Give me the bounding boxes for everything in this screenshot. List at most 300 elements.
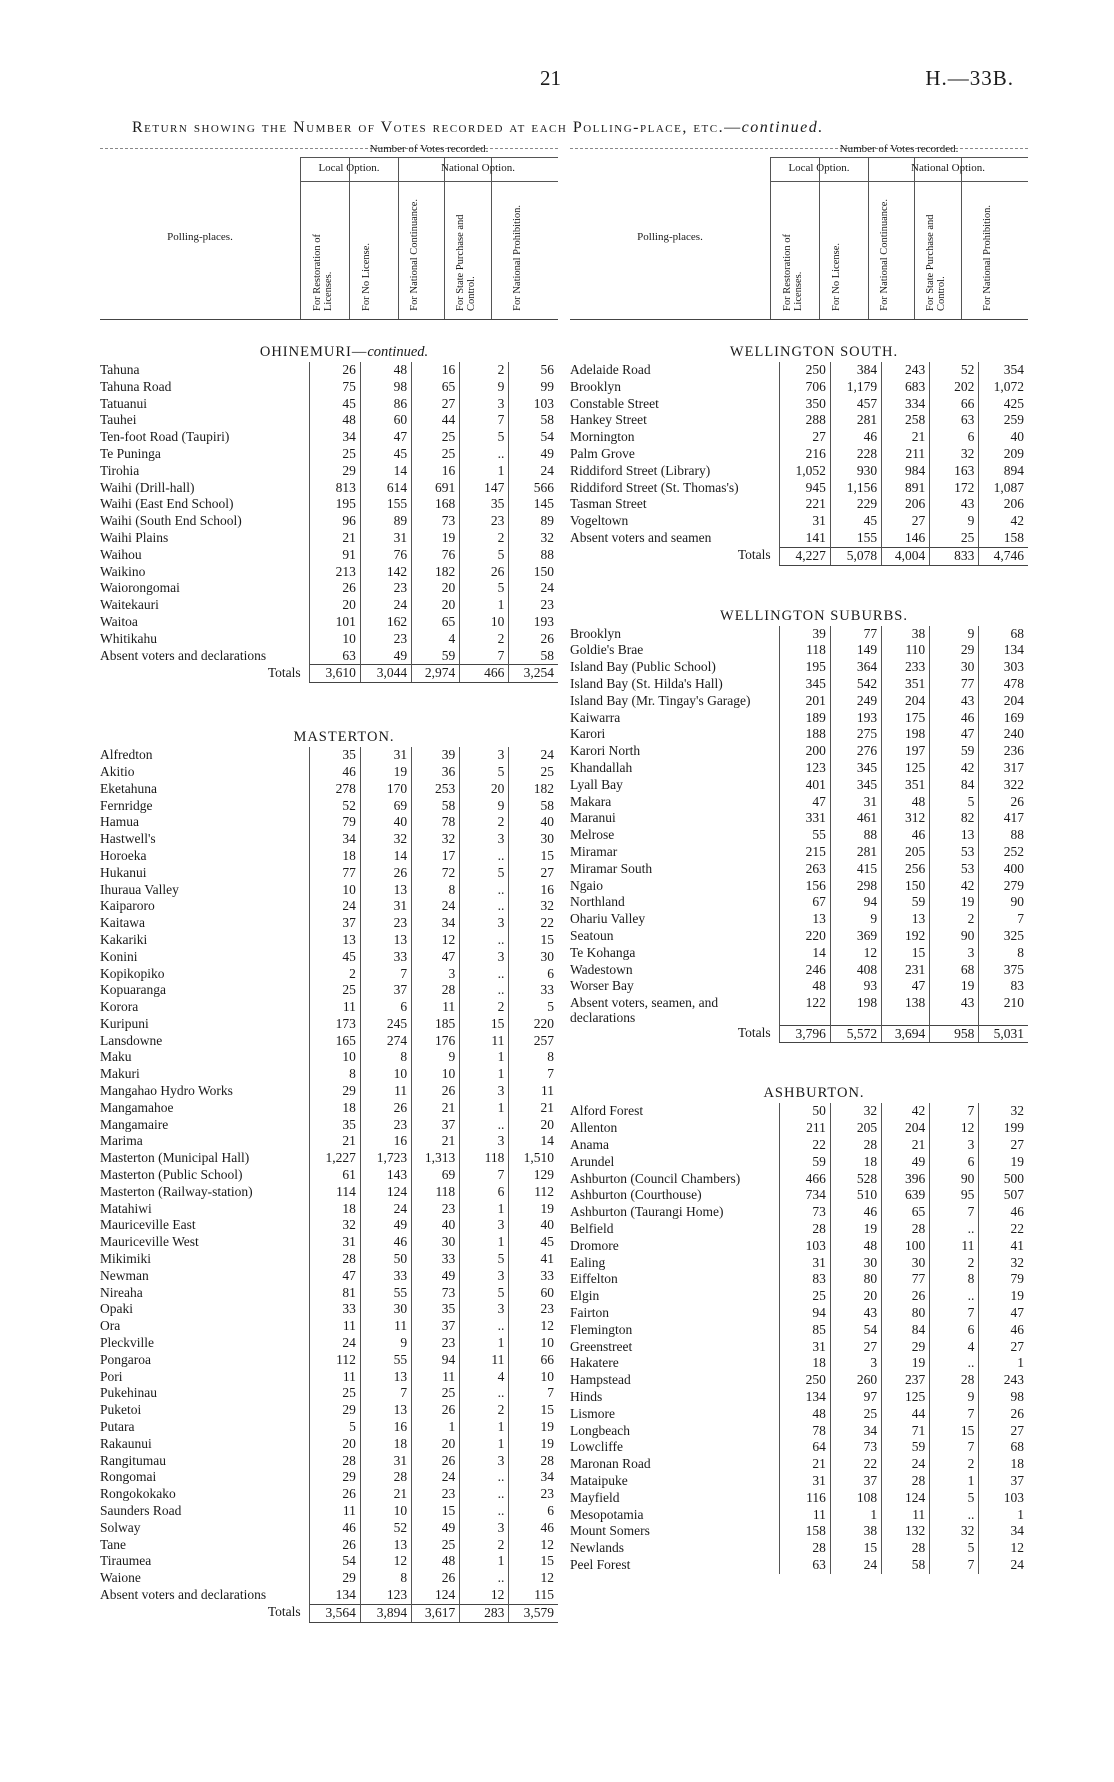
vote-count: 168 <box>412 496 460 513</box>
vote-count: 27 <box>412 396 460 413</box>
table-row <box>570 1137 1028 1154</box>
vote-count: 78 <box>779 1423 830 1440</box>
vote-count: 274 <box>360 1033 411 1050</box>
table-row <box>570 945 1028 962</box>
vote-count: 11 <box>930 1238 979 1255</box>
vote-count: 20 <box>412 1436 460 1453</box>
title-continued: continued. <box>741 119 824 136</box>
table-row <box>570 626 1028 643</box>
vote-count: 65 <box>412 614 460 631</box>
vote-count: .. <box>460 1318 509 1335</box>
polling-place-name: Pleckville <box>100 1335 154 1351</box>
polling-place-name: Wadestown <box>570 961 633 977</box>
vote-count: 195 <box>309 496 360 513</box>
vote-count: 206 <box>979 496 1028 513</box>
vote-count: 199 <box>979 1120 1028 1137</box>
polling-place-name: Pongaroa <box>100 1351 151 1367</box>
totals-label: Totals <box>737 547 771 563</box>
polling-place-name: Pukehinau <box>100 1385 157 1401</box>
vote-count: 77 <box>309 865 360 882</box>
district-name <box>100 727 558 747</box>
vote-count: 73 <box>830 1439 881 1456</box>
vote-count: 11 <box>360 1318 411 1335</box>
vote-count: 82 <box>930 810 979 827</box>
table-row <box>570 412 1028 429</box>
column-heading: For Restoration of Licenses. <box>312 234 334 311</box>
vote-count: 12 <box>509 1537 558 1554</box>
vote-count: 88 <box>830 827 881 844</box>
vote-count: 11 <box>309 1369 360 1386</box>
polling-places-heading: Polling-places. <box>167 231 233 243</box>
total-count: 958 <box>930 1025 979 1043</box>
polling-place-name: Ora <box>100 1318 121 1334</box>
vote-count: 77 <box>930 676 979 693</box>
vote-count: 298 <box>830 878 881 895</box>
vote-count: .. <box>930 1507 979 1524</box>
vote-count: 97 <box>830 1389 881 1406</box>
vote-count: 69 <box>412 1167 460 1184</box>
column-heading: For No License. <box>361 243 372 311</box>
table-row <box>100 631 558 648</box>
vote-count: 98 <box>979 1389 1028 1406</box>
vote-count: 3 <box>460 1133 509 1150</box>
vote-count: 123 <box>779 760 830 777</box>
vote-count: 891 <box>882 480 930 497</box>
vote-count: 28 <box>779 1540 830 1557</box>
polling-place-name: Mangamaire <box>100 1116 169 1132</box>
vote-count: 23 <box>509 597 558 614</box>
table-row <box>570 810 1028 827</box>
votes-table <box>100 362 558 683</box>
vote-count: 1 <box>460 1201 509 1218</box>
table-row <box>570 1389 1028 1406</box>
table-row <box>100 480 558 497</box>
total-count: 2,974 <box>412 665 460 683</box>
vote-count: .. <box>930 1221 979 1238</box>
vote-count: 2 <box>460 814 509 831</box>
vote-count: 9 <box>930 513 979 530</box>
polling-place-name: Mangamahoe <box>100 1099 174 1115</box>
vote-count: 90 <box>930 1171 979 1188</box>
vote-count: 984 <box>882 463 930 480</box>
vote-count: 192 <box>882 928 930 945</box>
vote-count: 43 <box>830 1305 881 1322</box>
vote-count: 8 <box>412 882 460 899</box>
vote-count: 56 <box>509 362 558 379</box>
vote-count: 14 <box>360 848 411 865</box>
vote-count: 32 <box>360 831 411 848</box>
vote-count: 205 <box>882 844 930 861</box>
polling-place-name: Karori North <box>570 743 641 759</box>
vote-count: 256 <box>882 861 930 878</box>
vote-count: 31 <box>309 1234 360 1251</box>
vote-count: 112 <box>309 1352 360 1369</box>
vote-count: 29 <box>309 1469 360 1486</box>
vote-count: 65 <box>882 1204 930 1221</box>
polling-place-name: Ihuraua Valley <box>100 881 179 897</box>
vote-count: 345 <box>830 777 881 794</box>
vote-count: 48 <box>309 412 360 429</box>
vote-count: 31 <box>779 1473 830 1490</box>
vote-count: 197 <box>882 743 930 760</box>
vote-count: 173 <box>309 1016 360 1033</box>
vote-count: 15 <box>509 1553 558 1570</box>
vote-count: 930 <box>830 463 881 480</box>
totals-label: Totals <box>737 1025 771 1041</box>
table-row <box>570 1271 1028 1288</box>
vote-count: 3 <box>412 966 460 983</box>
polling-place-name: Mount Somers <box>570 1523 650 1539</box>
vote-count: 26 <box>309 1486 360 1503</box>
table-row <box>570 1406 1028 1423</box>
polling-place-name: Tirohia <box>100 462 140 478</box>
polling-place-name: Miramar South <box>570 860 653 876</box>
polling-place-name: Waitekauri <box>100 597 159 613</box>
vote-count: 28 <box>360 1469 411 1486</box>
table-row <box>100 1301 558 1318</box>
polling-place-name: Island Bay (Public School) <box>570 659 716 675</box>
polling-place-name: Waitoa <box>100 613 138 629</box>
vote-count: 34 <box>309 429 360 446</box>
vote-count: 11 <box>779 1507 830 1524</box>
polling-place-name: Karori <box>570 726 606 742</box>
page-header <box>0 66 1114 90</box>
vote-count: 49 <box>882 1154 930 1171</box>
vote-count: 156 <box>779 878 830 895</box>
vote-count: 22 <box>979 1221 1028 1238</box>
vote-count: 11 <box>412 1369 460 1386</box>
vote-count: .. <box>930 1288 979 1305</box>
vote-count: 55 <box>360 1352 411 1369</box>
vote-count: 90 <box>979 894 1028 911</box>
vote-count: 9 <box>360 1335 411 1352</box>
table-row <box>570 777 1028 794</box>
vote-count: 13 <box>360 1537 411 1554</box>
polling-place-name: Lismore <box>570 1405 615 1421</box>
vote-count: 26 <box>882 1288 930 1305</box>
vote-count: 175 <box>882 710 930 727</box>
table-row <box>570 513 1028 530</box>
totals-row <box>100 1604 558 1622</box>
vote-count: 23 <box>509 1301 558 1318</box>
vote-count: 466 <box>779 1171 830 1188</box>
polling-place-name: Riddiford Street (Library) <box>570 462 711 478</box>
vote-count: 49 <box>412 1268 460 1285</box>
vote-count: 29 <box>309 1570 360 1587</box>
vote-count: 5 <box>460 429 509 446</box>
vote-count: 35 <box>460 496 509 513</box>
vote-count: 12 <box>830 945 881 962</box>
vote-count: 258 <box>882 412 930 429</box>
vote-count: 40 <box>412 1217 460 1234</box>
vote-count: 10 <box>509 1335 558 1352</box>
vote-count: 1,227 <box>309 1150 360 1167</box>
polling-places-heading: Polling-places. <box>637 231 703 243</box>
vote-count: 2 <box>460 999 509 1016</box>
vote-count: 24 <box>309 1335 360 1352</box>
total-count: 3,694 <box>882 1025 930 1043</box>
vote-count: 198 <box>830 995 881 1025</box>
vote-count: 21 <box>509 1100 558 1117</box>
vote-count: 1,723 <box>360 1150 411 1167</box>
vote-count: 69 <box>360 798 411 815</box>
vote-count: 7 <box>930 1103 979 1120</box>
table-row <box>100 614 558 631</box>
district-continued: continued. <box>367 344 429 360</box>
vote-count: 2 <box>930 911 979 928</box>
vote-count: 96 <box>309 513 360 530</box>
table-row <box>100 764 558 781</box>
vote-count: 19 <box>509 1436 558 1453</box>
vote-count: 31 <box>779 1255 830 1272</box>
table-row <box>100 564 558 581</box>
table-row <box>100 1436 558 1453</box>
vote-count: 11 <box>460 1033 509 1050</box>
vote-count: 24 <box>830 1557 881 1574</box>
vote-count: 29 <box>309 1402 360 1419</box>
vote-count: 32 <box>509 898 558 915</box>
vote-count: 134 <box>979 642 1028 659</box>
vote-count: 26 <box>309 1537 360 1554</box>
table-row <box>100 949 558 966</box>
vote-count: 61 <box>309 1167 360 1184</box>
table-row <box>570 760 1028 777</box>
table-row <box>570 1103 1028 1120</box>
vote-count: 28 <box>412 982 460 999</box>
vote-count: 32 <box>979 1103 1028 1120</box>
polling-place-name: Ngaio <box>570 877 603 893</box>
table-row <box>100 1537 558 1554</box>
vote-count: 28 <box>882 1473 930 1490</box>
vote-count: 1 <box>460 1436 509 1453</box>
vote-count: 20 <box>830 1288 881 1305</box>
table-row <box>570 1355 1028 1372</box>
vote-count: 3 <box>460 1217 509 1234</box>
polling-place-name: Tatuanui <box>100 395 148 411</box>
vote-count: 45 <box>360 446 411 463</box>
local-option-heading: Local Option. <box>318 162 380 174</box>
table-row <box>570 1187 1028 1204</box>
vote-count: 260 <box>830 1372 881 1389</box>
vote-count: 1 <box>460 1100 509 1117</box>
polling-place-name: Flemington <box>570 1321 633 1337</box>
vote-count: 204 <box>882 1120 930 1137</box>
vote-count: 33 <box>412 1251 460 1268</box>
vote-count: 123 <box>360 1587 411 1604</box>
vote-count: 34 <box>309 831 360 848</box>
vote-count: 2 <box>930 1255 979 1272</box>
vote-count: 1,072 <box>979 379 1028 396</box>
vote-count: 42 <box>930 878 979 895</box>
vote-count: 20 <box>460 781 509 798</box>
polling-place-name: Seatoun <box>570 927 614 943</box>
polling-place-name: Fairton <box>570 1304 609 1320</box>
vote-count: 37 <box>360 982 411 999</box>
vote-count: 30 <box>509 831 558 848</box>
vote-count: 10 <box>309 882 360 899</box>
table-row <box>100 1167 558 1184</box>
vote-count: 220 <box>509 1016 558 1033</box>
table-row <box>570 1154 1028 1171</box>
vote-count: 29 <box>309 1083 360 1100</box>
page-title <box>132 119 824 137</box>
polling-place-name: Waihi Plains <box>100 529 169 545</box>
polling-place-name: Newlands <box>570 1540 624 1556</box>
vote-count: 27 <box>509 865 558 882</box>
vote-count: 14 <box>360 463 411 480</box>
vote-count: 2 <box>460 1537 509 1554</box>
total-count: 5,078 <box>830 547 881 565</box>
vote-count: 257 <box>509 1033 558 1050</box>
page-number: 21 <box>540 66 561 90</box>
vote-count: 103 <box>509 396 558 413</box>
vote-count: 31 <box>779 513 830 530</box>
vote-count: 345 <box>830 760 881 777</box>
vote-count: 1 <box>460 1234 509 1251</box>
vote-count: 58 <box>509 798 558 815</box>
vote-count: 88 <box>979 827 1028 844</box>
vote-count: 26 <box>979 1406 1028 1423</box>
polling-place-name: Palm Grove <box>570 445 635 461</box>
vote-count: 16 <box>360 1419 411 1436</box>
vote-count: 5 <box>509 999 558 1016</box>
polling-place-name: Lowcliffe <box>570 1439 623 1455</box>
table-row <box>100 530 558 547</box>
votes-table <box>570 362 1028 566</box>
vote-count: 13 <box>360 932 411 949</box>
vote-count: 35 <box>309 1117 360 1134</box>
vote-count: 945 <box>779 480 830 497</box>
table-row <box>570 659 1028 676</box>
vote-count: 216 <box>779 446 830 463</box>
vote-count: 13 <box>309 932 360 949</box>
vote-count: 73 <box>779 1204 830 1221</box>
vote-count: 18 <box>830 1154 881 1171</box>
vote-count: 7 <box>509 1385 558 1402</box>
vote-count: 53 <box>930 861 979 878</box>
table-row <box>100 915 558 932</box>
district-name-text: WELLINGTON SOUTH. <box>729 344 899 360</box>
table-row <box>100 1184 558 1201</box>
vote-count: 9 <box>930 626 979 643</box>
vote-count: 417 <box>979 810 1028 827</box>
vote-count: 116 <box>779 1490 830 1507</box>
vote-count: 71 <box>882 1423 930 1440</box>
vote-count: 134 <box>309 1587 360 1604</box>
vote-count: 30 <box>360 1301 411 1318</box>
vote-count: 37 <box>830 1473 881 1490</box>
vote-count: 1 <box>460 1553 509 1570</box>
vote-count: 5 <box>460 1285 509 1302</box>
vote-count: 11 <box>309 1318 360 1335</box>
vote-count: 48 <box>412 1553 460 1570</box>
vote-count: 88 <box>509 547 558 564</box>
vote-count: 47 <box>309 1268 360 1285</box>
table-row <box>100 1016 558 1033</box>
vote-count: 52 <box>360 1520 411 1537</box>
vote-count: 12 <box>930 1120 979 1137</box>
vote-count: 7 <box>509 1066 558 1083</box>
vote-count: 253 <box>412 781 460 798</box>
votes-table <box>570 626 1028 1044</box>
vote-count: 228 <box>830 446 881 463</box>
vote-count: 48 <box>830 1238 881 1255</box>
polling-place-name: Newman <box>100 1267 149 1283</box>
table-row <box>570 362 1028 379</box>
table-row <box>100 580 558 597</box>
vote-count: 13 <box>779 911 830 928</box>
polling-place-name: Absent voters and declarations <box>100 1586 267 1602</box>
vote-count: 21 <box>882 429 930 446</box>
table-row <box>100 848 558 865</box>
table-row <box>570 827 1028 844</box>
polling-place-name: Brooklyn <box>570 625 622 641</box>
vote-count: 243 <box>979 1372 1028 1389</box>
vote-count: 369 <box>830 928 881 945</box>
vote-count: 25 <box>830 1406 881 1423</box>
table-row <box>100 1469 558 1486</box>
vote-count: 31 <box>360 747 411 764</box>
vote-count: 245 <box>360 1016 411 1033</box>
vote-count: 80 <box>830 1271 881 1288</box>
vote-count: 162 <box>360 614 411 631</box>
polling-place-name: Alford Forest <box>570 1103 644 1119</box>
vote-count: 250 <box>779 362 830 379</box>
table-row <box>100 932 558 949</box>
polling-place-name: Island Bay (St. Hilda's Hall) <box>570 675 723 691</box>
vote-count: 894 <box>979 463 1028 480</box>
vote-count: 331 <box>779 810 830 827</box>
table-row <box>570 1523 1028 1540</box>
vote-count: 312 <box>882 810 930 827</box>
vote-count: 384 <box>830 362 881 379</box>
vote-count: 103 <box>979 1490 1028 1507</box>
vote-count: 122 <box>779 995 830 1025</box>
vote-count: 415 <box>830 861 881 878</box>
district-name-text: ASHBURTON. <box>763 1085 865 1102</box>
vote-count: 20 <box>309 1436 360 1453</box>
vote-count: 47 <box>779 794 830 811</box>
vote-count: 15 <box>460 1016 509 1033</box>
vote-count: 94 <box>830 894 881 911</box>
vote-count: 206 <box>882 496 930 513</box>
vote-count: 42 <box>882 1103 930 1120</box>
totals-row <box>570 547 1028 565</box>
vote-count: 19 <box>930 894 979 911</box>
table-row <box>570 911 1028 928</box>
vote-count: 24 <box>979 1557 1028 1574</box>
vote-count: 26 <box>309 580 360 597</box>
total-count: 4,227 <box>779 547 830 565</box>
vote-count: 24 <box>882 1456 930 1473</box>
vote-count: 1 <box>460 1066 509 1083</box>
vote-count: 281 <box>830 412 881 429</box>
vote-count: 21 <box>882 1137 930 1154</box>
vote-count: 165 <box>309 1033 360 1050</box>
polling-place-name: Constable Street <box>570 395 659 411</box>
vote-count: 26 <box>309 362 360 379</box>
polling-place-name: Absent voters and seamen <box>570 529 712 545</box>
table-row <box>570 1204 1028 1221</box>
vote-count: 3 <box>460 1268 509 1285</box>
vote-count: 54 <box>830 1322 881 1339</box>
vote-count: 58 <box>509 412 558 429</box>
vote-count: 5 <box>460 865 509 882</box>
table-row <box>100 1352 558 1369</box>
vote-count: 33 <box>509 1268 558 1285</box>
district-name <box>100 342 558 362</box>
vote-count: 40 <box>509 814 558 831</box>
